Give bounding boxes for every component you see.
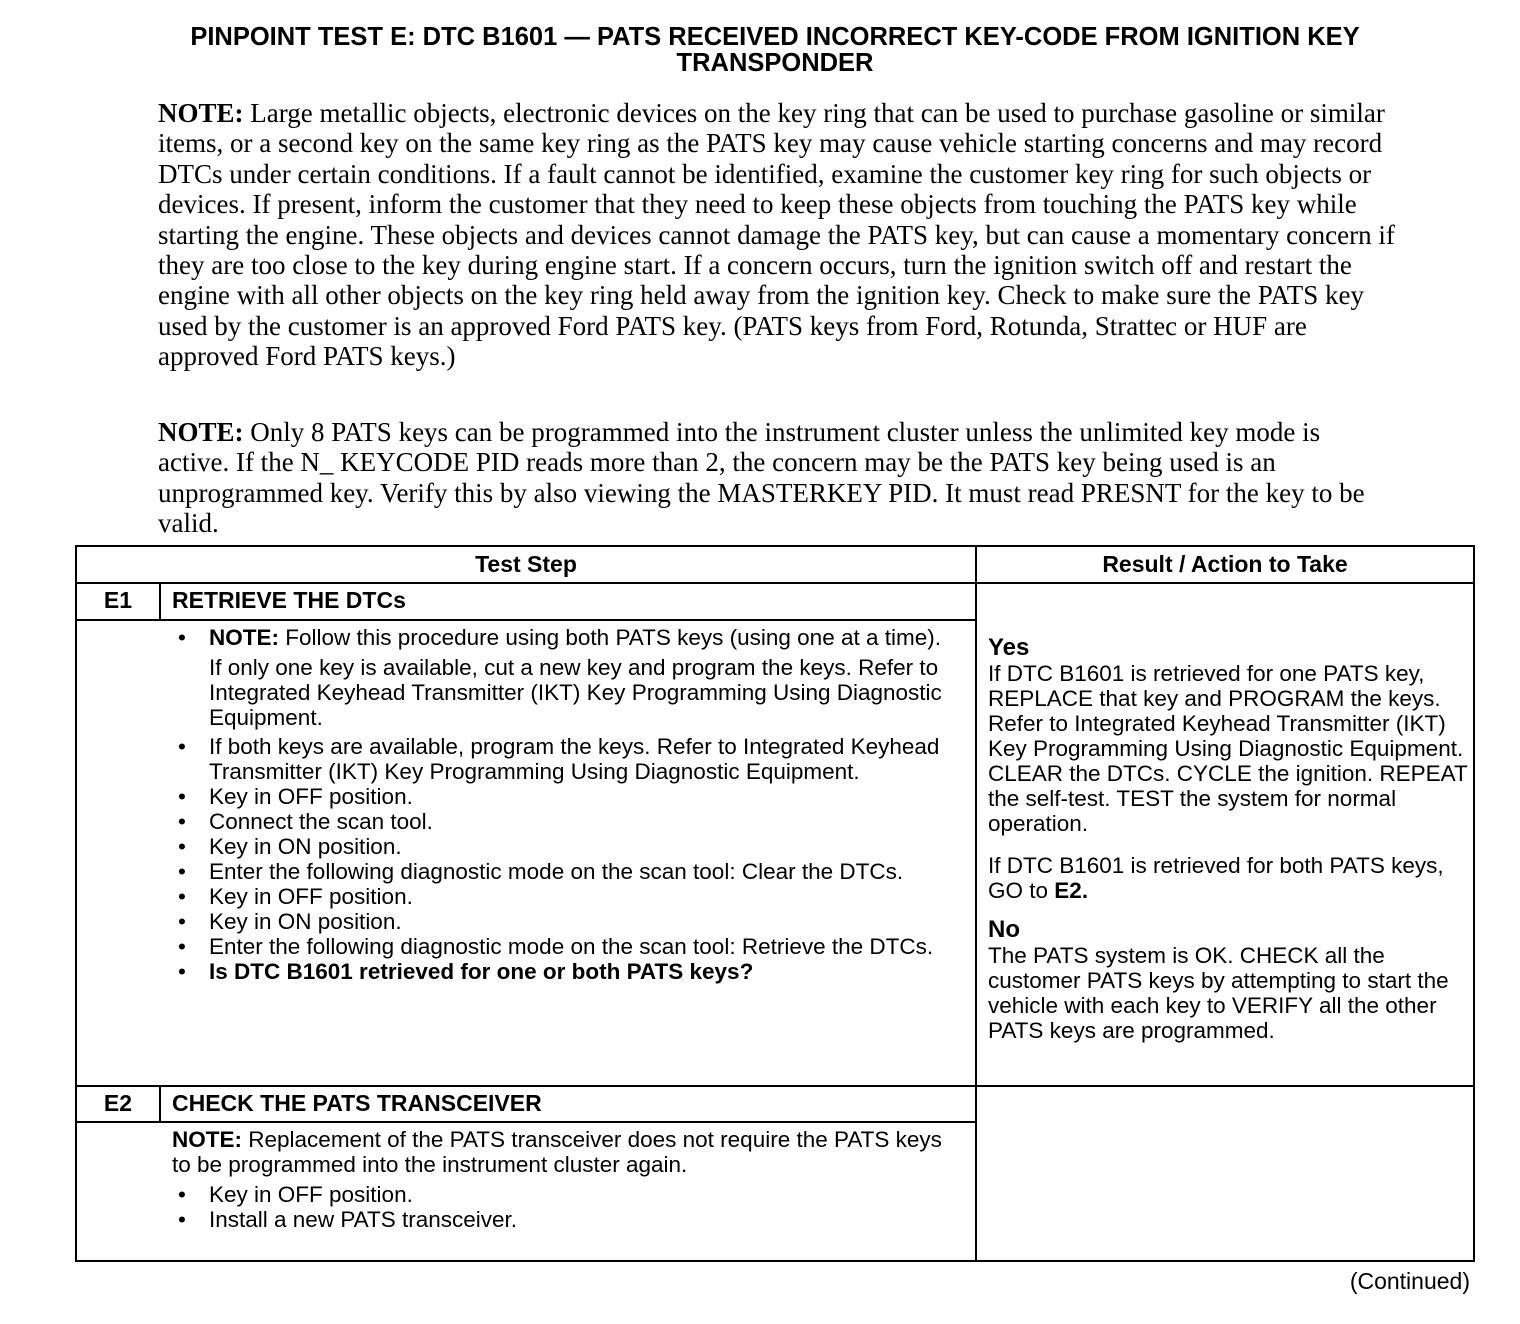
title-line-2: TRANSPONDER (676, 49, 874, 77)
header-result: Result / Action to Take (1102, 551, 1348, 577)
list-item: • NOTE: Follow this procedure using both PATS keys (using one at a time). (178, 625, 941, 650)
e1-id-divider (159, 582, 161, 619)
step-id-e1: E1 (103, 587, 133, 613)
header-rule (77, 582, 1473, 584)
list-item: • If both keys are available, program the keys. Refer to Integrated Keyhead Transmitter (IKT) Key Programming Using Diagnostic Equipment. (178, 734, 940, 784)
continued-label: (Continued) (1349, 1268, 1470, 1294)
list-item: • Is DTC B1601 retrieved for one or both PATS keys? (178, 959, 754, 984)
result-yes-text: If DTC B1601 is retrieved for both PATS keys, GO to E2. (988, 853, 1444, 903)
list-item: • Key in OFF position. (178, 784, 413, 809)
e1-title-rule (77, 619, 975, 621)
test-step-table (75, 545, 1475, 1262)
note-metallic-objects (158, 98, 1398, 372)
step-id-e2: E2 (103, 1090, 133, 1116)
note-label: NOTE: (158, 98, 244, 128)
list-item: • Connect the scan tool. (178, 809, 433, 834)
list-item-subtext: If only one key is available, cut a new key and program the keys. Refer to Integrated Keyhead Transmitter (IKT) Key Programming Using Diagnostic Equipment. (209, 655, 942, 730)
result-yes-text: If DTC B1601 is retrieved for one PATS key, REPLACE that key and PROGRAM the keys. Refer to Integrated Keyhead Transmitter (IKT) Key Programming Using Diagnostic Equipment. (988, 661, 1464, 761)
page-title (60, 24, 1490, 76)
list-item: • Enter the following diagnostic mode on the scan tool: Clear the DTCs. (178, 859, 904, 884)
list-item: • Key in OFF position. (178, 1182, 413, 1207)
list-item: • Enter the following diagnostic mode on the scan tool: Retrieve the DTCs. (178, 934, 934, 959)
goto-e2-link[interactable]: E2. (1054, 878, 1089, 903)
step-title-e1: RETRIEVE THE DTCs (172, 587, 406, 613)
list-item: • Key in ON position. (178, 909, 402, 934)
result-no-label: No (988, 916, 1020, 943)
note-text: Large metallic objects, electronic devices on the key ring that can be used to purchase gasoline or similar items, or a second key on the same key ring as the PATS key may cause vehicle starting concerns and may record DTCs under certain conditions. If a fault cannot be identified, examine the customer key ring for such objects or devices. If present, inform the customer that they need to keep these objects from touching the PATS key while starting the engine. These objects and devices cannot damage the PATS key, but can cause a momentary concern if they are too close to the key during engine start. If a concern occurs, turn the ignition switch off and restart the engine with all other objects on the key ring held away from the ignition key. Check to make sure the PATS key used by the customer is an approved Ford PATS key. (PATS keys from Ford, Rotunda, Strattec or HUF are approved Ford PATS keys.) (158, 98, 1395, 372)
e2-id-divider (159, 1085, 161, 1121)
step-note: NOTE: Replacement of the PATS transceiver does not require the PATS keys to be programmed into the instrument cluster again. (172, 1127, 942, 1177)
step-body-e1 (172, 625, 962, 984)
title-line-1: PINPOINT TEST E: DTC B1601 — PATS RECEIVED INCORRECT KEY-CODE FROM IGNITION KEY (190, 23, 1360, 51)
list-item: • Install a new PATS transceiver. (178, 1207, 518, 1232)
step-title-e2: CHECK THE PATS TRANSCEIVER (172, 1090, 542, 1116)
result-yes-text: CLEAR the DTCs. CYCLE the ignition. REPEAT the self-test. TEST the system for normal operation. (988, 761, 1468, 836)
result-e1 (988, 635, 1478, 1043)
e1-bottom-rule (77, 1085, 1473, 1087)
note-text: Only 8 PATS keys can be programmed into the instrument cluster unless the unlimited key mode is active. If the N_ KEYCODE PID reads more than 2, the concern may be the PATS key being used is an unprogrammed key. Verify this by also viewing the MASTERKEY PID. It must read PRESNT for the key to be valid. (158, 417, 1365, 539)
header-test-step: Test Step (475, 551, 577, 577)
e2-title-rule (77, 1121, 975, 1123)
note-label: NOTE: (158, 417, 244, 447)
result-yes-label: Yes (988, 634, 1030, 661)
list-item: • Key in ON position. (178, 834, 402, 859)
column-divider (975, 547, 977, 1260)
note-key-limit (158, 417, 1398, 539)
result-no-text: The PATS system is OK. CHECK all the customer PATS keys by attempting to start the vehicle with each key to VERIFY all the other PATS keys are programmed. (988, 943, 1449, 1043)
list-item: • Key in OFF position. (178, 884, 413, 909)
step-body-e2 (172, 1127, 942, 1232)
